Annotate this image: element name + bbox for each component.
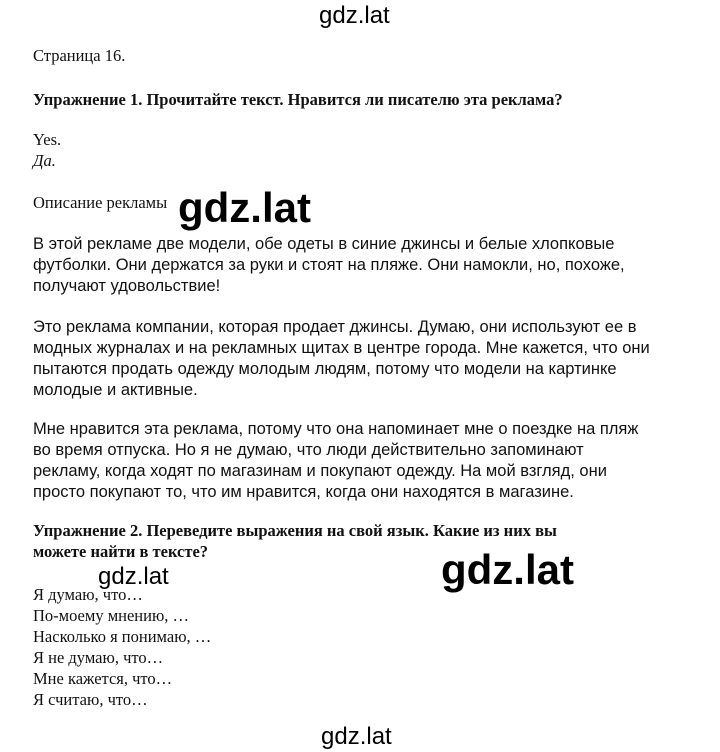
paragraph-line: молодые и активные. [33, 381, 198, 399]
paragraph-line: В этой рекламе две модели, обе одеты в синие джинсы и белые хлопковые [33, 235, 615, 253]
paragraph-line: футболки. Они держатся за руки и стоят на пляже. Они намокли, но, похоже, [33, 256, 625, 274]
watermark-right-large: gdz.lat [441, 546, 574, 593]
list-item: Я считаю, что… [33, 690, 148, 709]
watermark-left-small: gdz.lat [98, 563, 169, 590]
exercise-1-title: Упражнение 1. Прочитайте текст. Нравится ли писателю эта реклама? [33, 90, 563, 109]
paragraph-line: рекламу, когда ходят по магазинам и покупают одежду. На мой взгляд, они [33, 462, 607, 480]
watermark-mid-large: gdz.lat [178, 184, 311, 231]
paragraph-line: Мне нравится эта реклама, потому что она напоминает мне о поездке на пляж [33, 420, 639, 438]
paragraph-line: Это реклама компании, которая продает джинсы. Думаю, они используют ее в [33, 318, 637, 336]
watermark-top: gdz.lat [319, 2, 390, 29]
list-item: Я не думаю, что… [33, 648, 164, 667]
list-item: Я думаю, что… [33, 585, 143, 604]
exercise-2-title-line-2: можете найти в тексте? [33, 542, 209, 561]
answer-russian: Да. [33, 151, 56, 170]
list-item: Насколько я понимаю, … [33, 627, 212, 646]
paragraph-line: просто покупают то, что им нравится, когда они находятся в магазине. [33, 483, 574, 501]
page-label: Страница 16. [33, 46, 126, 65]
list-item: По-моему мнению, … [33, 606, 190, 625]
answer-english: Yes. [33, 130, 62, 149]
paragraph-line: во время отпуска. Но я не думаю, что люди действительно запоминают [33, 441, 584, 459]
list-item: Мне кажется, что… [33, 669, 173, 688]
watermark-bottom: gdz.lat [321, 723, 392, 750]
paragraph-line: получают удовольствие! [33, 277, 221, 295]
exercise-2-title-line-1: Упражнение 2. Переведите выражения на свой язык. Какие из них вы [33, 521, 557, 540]
ad-description-heading: Описание рекламы [33, 193, 168, 212]
paragraph-line: модных журналах и на рекламных щитах в центре города. Мне кажется, что они [33, 339, 650, 357]
paragraph-line: пытаются продать одежду молодым людям, потому что модели на картинке [33, 360, 617, 378]
